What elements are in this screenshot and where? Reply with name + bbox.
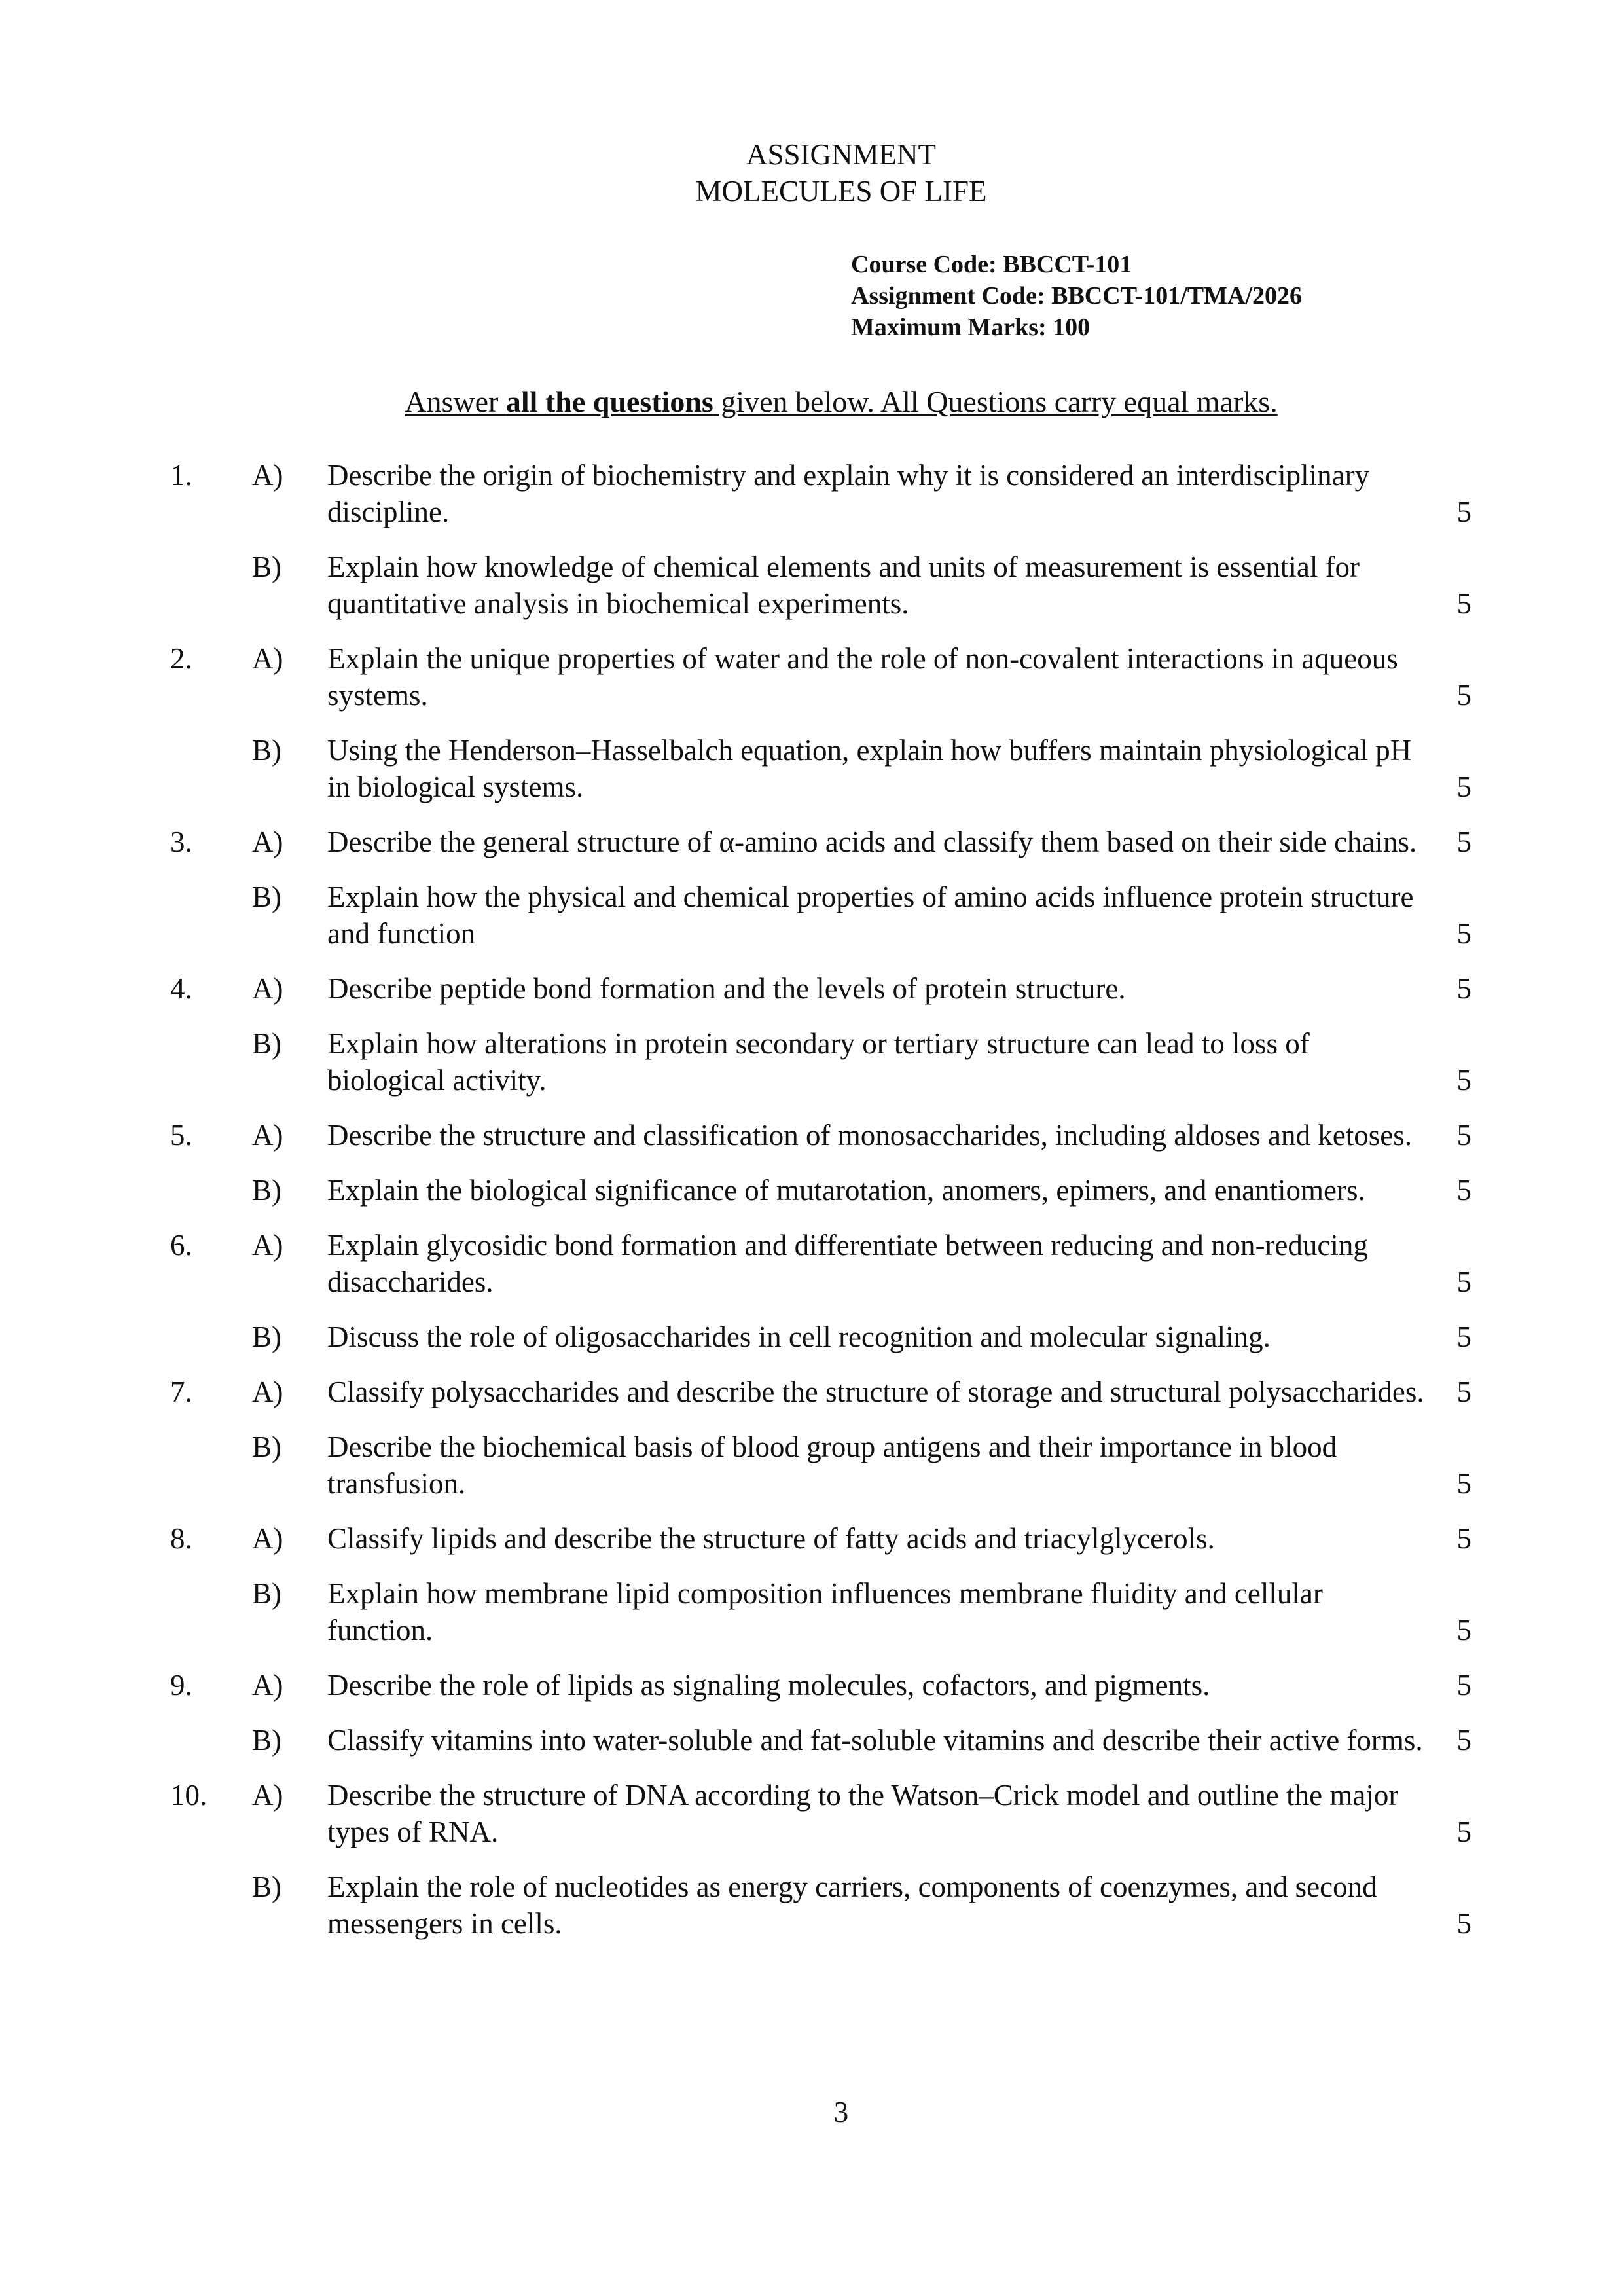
question-text: Describe the role of lipids as signaling molecules, cofactors, and pigments. (327, 1669, 1210, 1702)
part-letter: A) (252, 826, 283, 858)
question-text: Explain how knowledge of chemical elements and units of measurement is essential for quantitative analysis in biochemical experiments. (327, 551, 1360, 620)
question-number: 10. (170, 1779, 208, 1812)
question-part (0, 457, 1624, 530)
document-header (0, 136, 1624, 210)
question-number: 3. (170, 826, 192, 858)
question-text: Describe the origin of biochemistry and explain why it is considered an interdisciplinary discipline. (327, 459, 1370, 528)
question-part (0, 824, 1624, 860)
question-marks: 5 (1456, 496, 1471, 528)
question-number: 9. (170, 1669, 192, 1702)
question-text: Explain how the physical and chemical properties of amino acids influence protein structure and function (327, 881, 1414, 950)
question-marks: 5 (1456, 679, 1471, 712)
course-code: Course Code: BBCCT-101 (851, 251, 1132, 278)
question-part (0, 640, 1624, 714)
question-text: Explain how membrane lipid composition influences membrane fluidity and cellular function. (327, 1577, 1323, 1647)
question-text: Describe peptide bond formation and the levels of protein structure. (327, 972, 1126, 1005)
question-list (0, 457, 1624, 1960)
question-part (0, 1777, 1624, 1850)
question-text: Explain glycosidic bond formation and differentiate between reducing and non-reducing disaccharides. (327, 1229, 1368, 1298)
question-marks: 5 (1456, 1119, 1471, 1152)
part-letter: B) (252, 1174, 281, 1207)
question-part (0, 1520, 1624, 1557)
part-letter: A) (252, 1522, 283, 1555)
question-number: 8. (170, 1522, 192, 1555)
part-letter: A) (252, 1119, 283, 1152)
part-letter: B) (252, 1430, 281, 1463)
question-part (0, 1117, 1624, 1154)
part-letter: A) (252, 1376, 283, 1408)
question-part (0, 549, 1624, 622)
question-marks: 5 (1456, 1376, 1471, 1408)
question-part (0, 1172, 1624, 1209)
question-marks: 5 (1456, 1815, 1471, 1848)
question-part (0, 1722, 1624, 1758)
question-part (0, 1319, 1624, 1355)
part-letter: B) (252, 1321, 281, 1353)
question-text: Classify vitamins into water-soluble and fat-soluble vitamins and describe their active forms. (327, 1724, 1423, 1757)
question-part (0, 1868, 1624, 1942)
part-letter: A) (252, 1779, 283, 1812)
question-marks: 5 (1456, 1321, 1471, 1353)
question-part (0, 1227, 1624, 1300)
question-text: Explain the unique properties of water and the role of non-covalent interactions in aqueous systems. (327, 642, 1398, 712)
question-part (0, 879, 1624, 952)
course-info (851, 249, 1302, 343)
part-letter: B) (252, 551, 281, 583)
question-part (0, 970, 1624, 1007)
part-letter: B) (252, 734, 281, 767)
question-marks: 5 (1456, 1724, 1471, 1757)
question-marks: 5 (1456, 1522, 1471, 1555)
question-number: 1. (170, 459, 192, 492)
question-number: 7. (170, 1376, 192, 1408)
part-letter: A) (252, 1669, 283, 1702)
assignment-code: Assignment Code: BBCCT-101/TMA/2026 (851, 282, 1302, 310)
part-letter: A) (252, 1229, 283, 1262)
instruction-suffix: given below. All Questions carry equal marks. (713, 385, 1278, 418)
question-marks: 5 (1456, 587, 1471, 620)
question-marks: 5 (1456, 1907, 1471, 1940)
question-number: 6. (170, 1229, 192, 1262)
maximum-marks: Maximum Marks: 100 (851, 314, 1091, 341)
part-letter: B) (252, 1577, 281, 1610)
question-text: Classify lipids and describe the structure of fatty acids and triacylglycerols. (327, 1522, 1215, 1555)
question-text: Classify polysaccharides and describe the structure of storage and structural polysaccharides. (327, 1376, 1424, 1408)
question-number: 4. (170, 972, 192, 1005)
question-part (0, 1374, 1624, 1410)
question-text: Describe the biochemical basis of blood group antigens and their importance in blood transfusion. (327, 1430, 1337, 1500)
instruction-prefix: Answer (405, 385, 506, 418)
instruction-emphasis: all the questions (505, 385, 713, 418)
part-letter: B) (252, 881, 281, 913)
question-marks: 5 (1456, 1467, 1471, 1500)
question-part (0, 732, 1624, 805)
part-letter: B) (252, 1724, 281, 1757)
question-text: Describe the structure and classification of monosaccharides, including aldoses and ketoses. (327, 1119, 1412, 1152)
question-marks: 5 (1456, 1174, 1471, 1207)
part-letter: A) (252, 459, 283, 492)
part-letter: B) (252, 1870, 281, 1903)
question-part (0, 1667, 1624, 1704)
question-part (0, 1575, 1624, 1649)
question-part (0, 1025, 1624, 1099)
question-marks: 5 (1456, 1614, 1471, 1647)
instruction-line (0, 383, 1624, 421)
question-text: Describe the structure of DNA according to the Watson–Crick model and outline the major types of RNA. (327, 1779, 1399, 1848)
question-marks: 5 (1456, 1266, 1471, 1298)
question-text: Using the Henderson–Hasselbalch equation, explain how buffers maintain physiological pH in biological systems. (327, 734, 1412, 803)
page-number: 3 (833, 2096, 849, 2128)
part-letter: B) (252, 1027, 281, 1060)
document-subtitle: MOLECULES OF LIFE (695, 175, 987, 208)
part-letter: A) (252, 642, 283, 675)
question-marks: 5 (1456, 826, 1471, 858)
question-text: Explain the role of nucleotides as energy carriers, components of coenzymes, and second messengers in cells. (327, 1870, 1377, 1940)
question-marks: 5 (1456, 1669, 1471, 1702)
question-number: 5. (170, 1119, 192, 1152)
question-marks: 5 (1456, 972, 1471, 1005)
question-text: Describe the general structure of α-amino acids and classify them based on their side chains. (327, 826, 1417, 858)
question-text: Discuss the role of oligosaccharides in cell recognition and molecular signaling. (327, 1321, 1271, 1353)
question-number: 2. (170, 642, 192, 675)
question-marks: 5 (1456, 1064, 1471, 1097)
question-text: Explain how alterations in protein secondary or tertiary structure can lead to loss of biological activity. (327, 1027, 1310, 1097)
question-text: Explain the biological significance of mutarotation, anomers, epimers, and enantiomers. (327, 1174, 1365, 1207)
document-title: ASSIGNMENT (746, 138, 937, 171)
question-marks: 5 (1456, 771, 1471, 803)
question-marks: 5 (1456, 917, 1471, 950)
part-letter: A) (252, 972, 283, 1005)
question-part (0, 1429, 1624, 1502)
